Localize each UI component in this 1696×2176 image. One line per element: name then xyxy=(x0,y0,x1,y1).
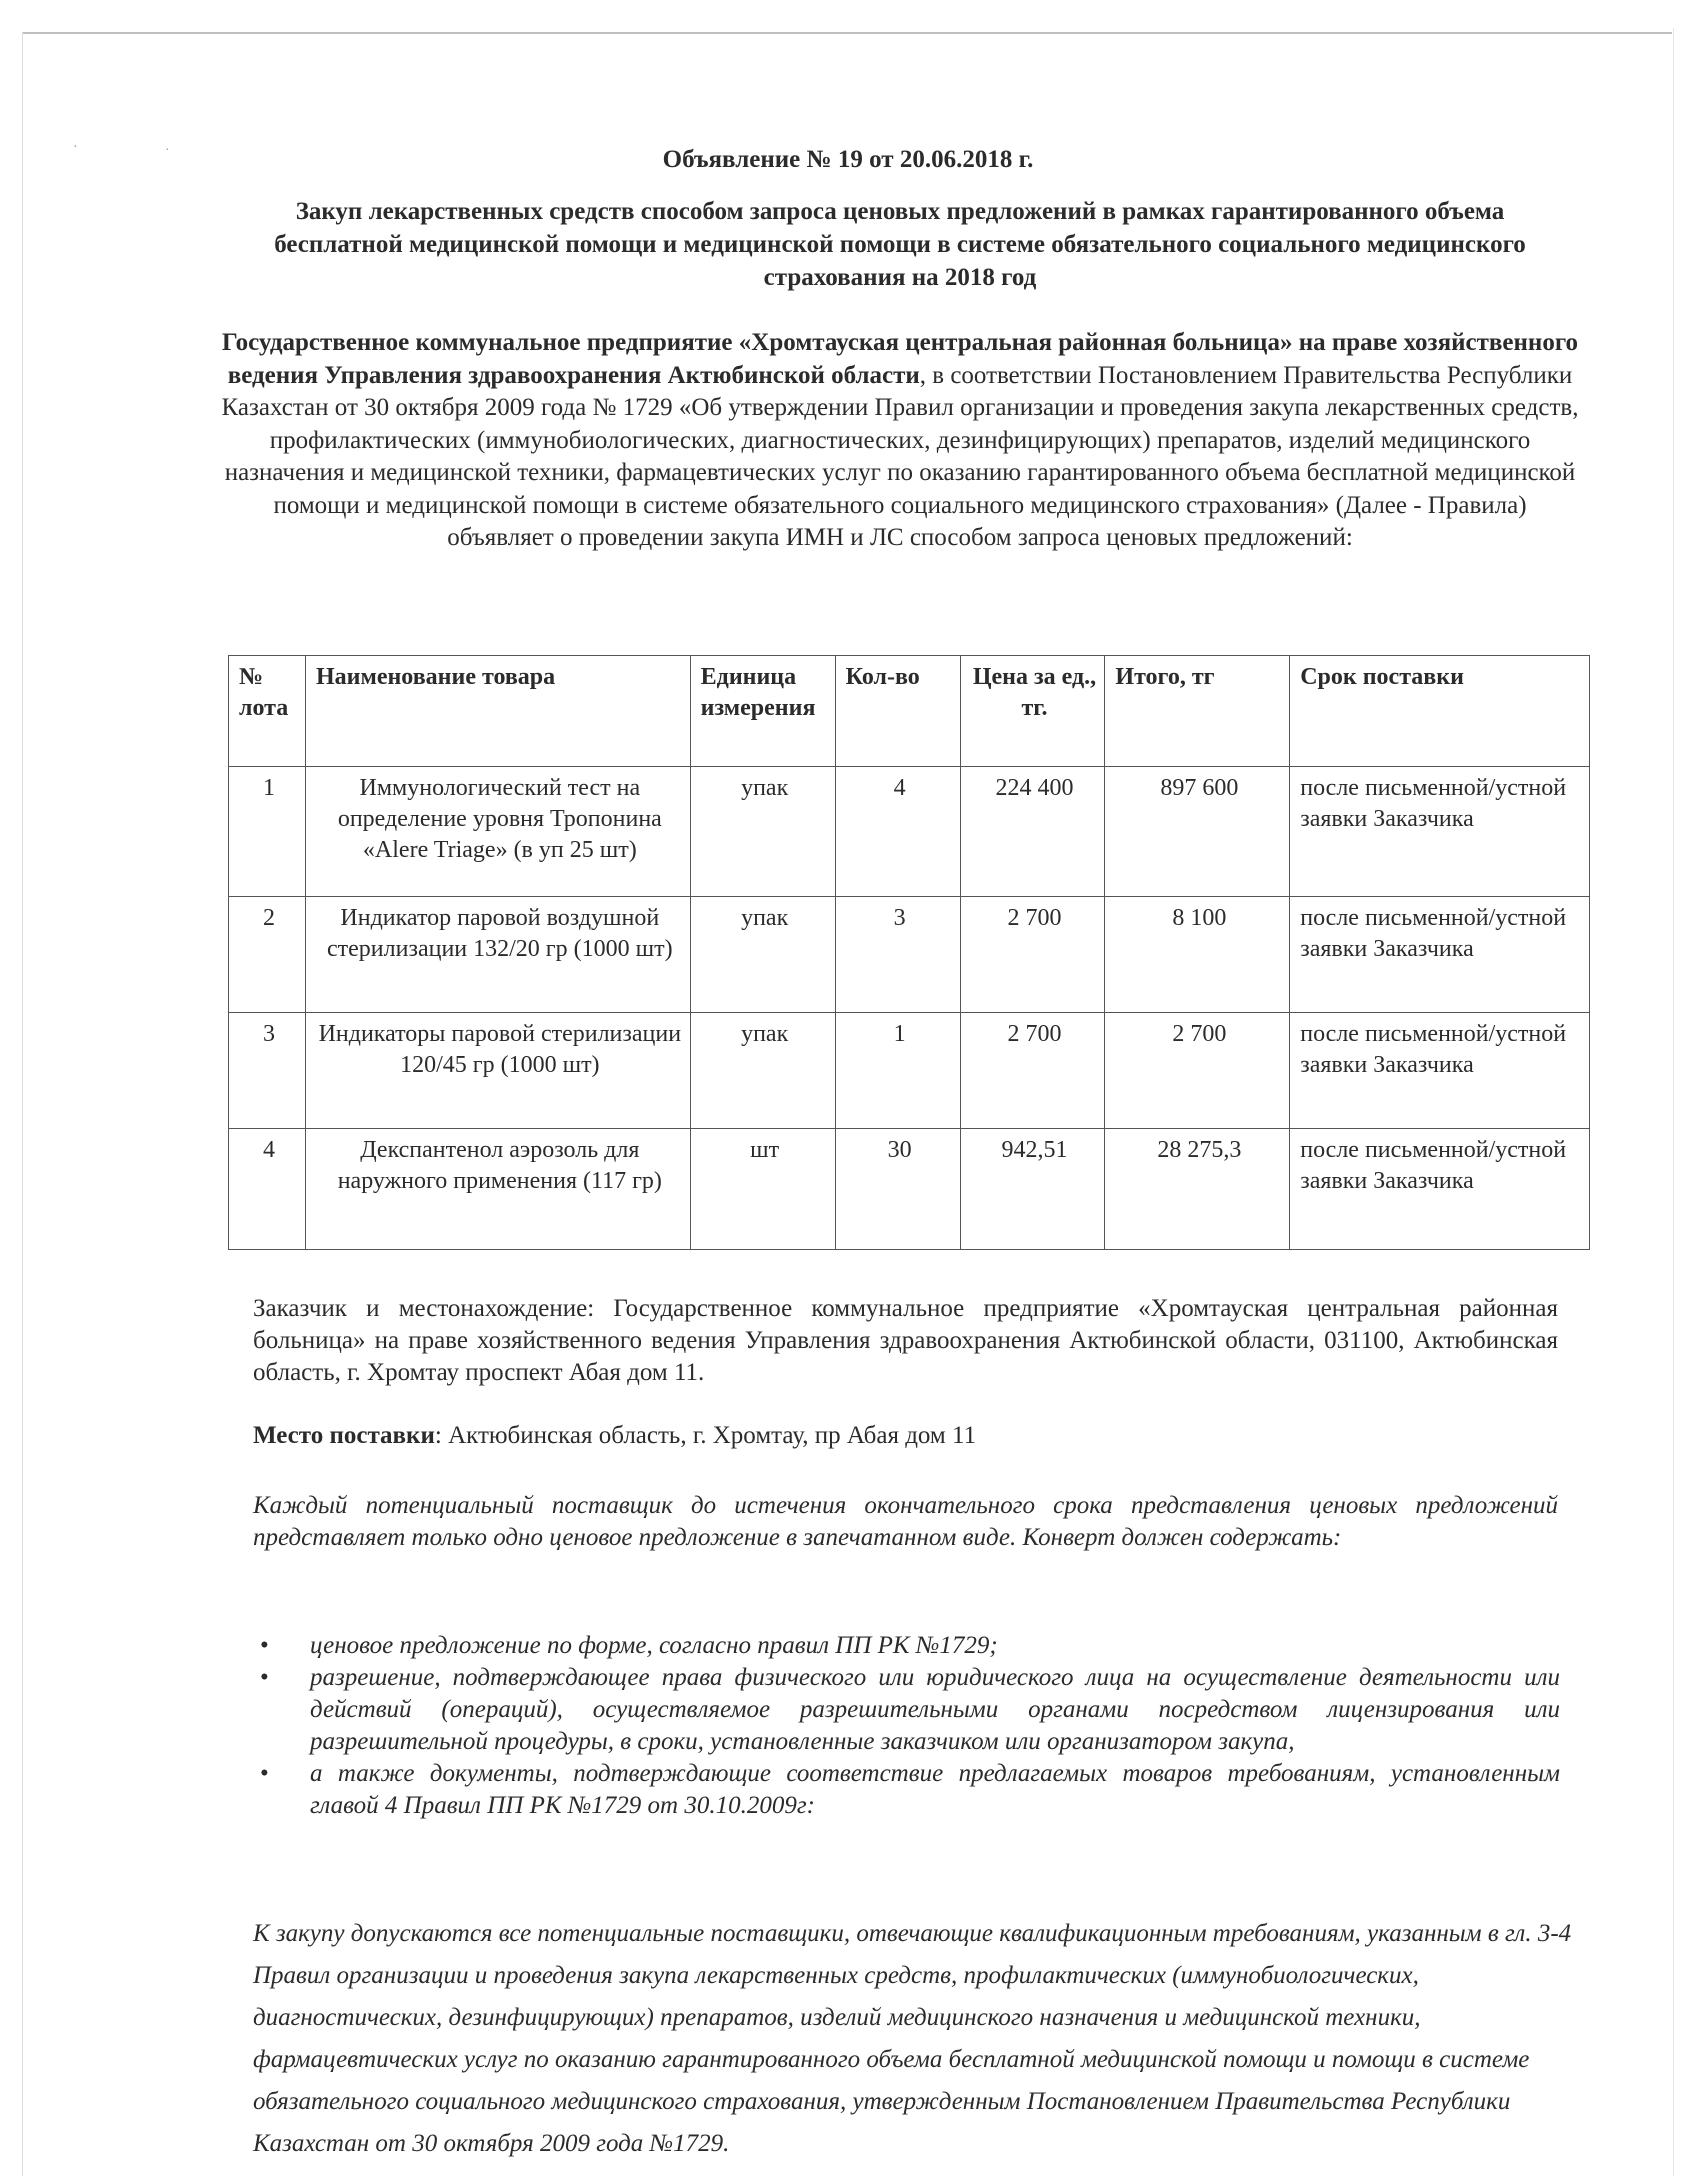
cell-total: 8 100 xyxy=(1105,897,1290,1013)
intro-text: , в соответствии Постановлением Правительства Республики Казахстан от 30 октября 2009 года № 1729 «Об утверждении Правил организации и проведения закупа лекарственных средств, профилактических (иммунобиологических, диагностических, дезинфицирующих) препаратов, изделий медицинского назначения и медицинской техники, фармацевтических услуг по оказанию гарантированного объема бесплатной медицинской помощи и медицинской помощи в системе обязательного социального медицинского страхования» (Далее - Правила) объявляет о проведении закупа ИМН и ЛС способом запроса ценовых предложений: xyxy=(221,361,1579,551)
lots-table xyxy=(228,655,1590,1250)
cell-total: 28 275,3 xyxy=(1105,1129,1290,1250)
scan-speck: · xyxy=(73,140,78,155)
cell-unit: упак xyxy=(690,1013,835,1129)
requirements-list xyxy=(260,1630,1560,1822)
cell-name: Декспантенол аэрозоль для наружного применения (117 гр) xyxy=(305,1129,690,1250)
cell-name: Иммунологический тест на определение уровня Тропонина «Alere Triage» (в уп 25 шт) xyxy=(305,767,690,897)
announcement-subtitle: Закуп лекарственных средств способом запроса ценовых предложений в рамках гарантированного объема бесплатной медицинской помощи и медицинской помощи в системе обязательного социального медицинского страхования на 2018 год xyxy=(274,198,1526,291)
cell-price: 2 700 xyxy=(960,897,1105,1013)
cell-qty: 1 xyxy=(835,1013,960,1129)
scan-page-edge-top xyxy=(22,32,1672,34)
announcement-title: Объявление № 19 от 20.06.2018 г. xyxy=(662,146,1034,173)
cell-term: после письменной/устной заявки Заказчика xyxy=(1290,767,1590,897)
bullet-icon: • xyxy=(260,1632,269,1659)
table-row xyxy=(229,1129,1590,1250)
cell-price: 2 700 xyxy=(960,1013,1105,1129)
intro-organization: Государственное коммунальное предприятие «Хромтауская центральная районная больница» на праве хозяйственного ведения Управления здравоохранения Актюбинской области xyxy=(221,329,1579,389)
scan-speck: · xyxy=(165,143,170,158)
cell-term: после письменной/устной заявки Заказчика xyxy=(1290,1013,1590,1129)
delivery-place-value: : Актюбинская область, г. Хромтау, пр Абая дом 11 xyxy=(434,1422,977,1449)
table-row xyxy=(229,897,1590,1013)
intro-paragraph xyxy=(220,327,1580,555)
requirement-text: а также документы, подтверждающие соответствие предлагаемых товаров требованиям, установленным главой 4 Правил ПП РК №1729 от 30.10.2009г: xyxy=(310,1760,1560,1819)
cell-lot: 1 xyxy=(229,767,306,897)
cell-term: после письменной/устной заявки Заказчика xyxy=(1290,1129,1590,1250)
delivery-place xyxy=(253,1420,1558,1452)
header-term: Срок поставки xyxy=(1290,656,1590,767)
cell-lot: 2 xyxy=(229,897,306,1013)
cell-total: 2 700 xyxy=(1105,1013,1290,1129)
header-name: Наименование товара xyxy=(305,656,690,767)
cell-unit: упак xyxy=(690,767,835,897)
requirement-text: разрешение, подтверждающее права физического или юридического лица на осуществление деятельности или действий (операций), осуществляемое разрешительными органами посредством лицензирования или разрешительной процедуры, в сроки, установленные заказчиком или организатором закупа, xyxy=(310,1664,1560,1755)
cell-unit: упак xyxy=(690,897,835,1013)
list-item xyxy=(260,1758,1560,1822)
list-item xyxy=(260,1630,1560,1662)
cell-term: после письменной/устной заявки Заказчика xyxy=(1290,897,1590,1013)
requirement-text: ценовое предложение по форме, согласно правил ПП РК №1729; xyxy=(310,1632,998,1659)
bullet-icon: • xyxy=(260,1760,269,1787)
scan-page-edge-right xyxy=(1673,28,1674,2176)
header-lot: № лота xyxy=(229,656,306,767)
envelope-paragraph: Каждый потенциальный поставщик до истечения окончательного срока представления ценовых предложений представляет только одно ценовое предложение в запечатанном виде. Конверт должен содержать: xyxy=(253,1492,1558,1551)
cell-name: Индикатор паровой воздушной стерилизации 132/20 гр (1000 шт) xyxy=(305,897,690,1013)
cell-qty: 3 xyxy=(835,897,960,1013)
cell-lot: 4 xyxy=(229,1129,306,1250)
cell-price: 942,51 xyxy=(960,1129,1105,1250)
cell-unit: шт xyxy=(690,1129,835,1250)
customer-paragraph: Заказчик и местонахождение: Государственное коммунальное предприятие «Хромтауская центральная районная больница» на праве хозяйственного ведения Управления здравоохранения Актюбинской области, 031100, Актюбинская область, г. Хромтау проспект Абая дом 11. xyxy=(253,1295,1558,1386)
cell-total: 897 600 xyxy=(1105,767,1290,897)
header-price: Цена за ед., тг. xyxy=(960,656,1105,767)
table-row xyxy=(229,767,1590,897)
delivery-place-label: Место поставки xyxy=(253,1422,435,1449)
list-item xyxy=(260,1662,1560,1758)
header-qty: Кол-во xyxy=(835,656,960,767)
table-row xyxy=(229,1013,1590,1129)
cell-name: Индикаторы паровой стерилизации 120/45 гр (1000 шт) xyxy=(305,1013,690,1129)
scan-page-edge-left xyxy=(22,32,23,2176)
cell-lot: 3 xyxy=(229,1013,306,1129)
admission-paragraph: К закупу допускаются все потенциальные поставщики, отвечающие квалификационным требованиям, указанным в гл. 3-4 Правил организации и проведения закупа лекарственных средств, профилактических (иммунобиологических, диагностических, дезинфицирующих) препаратов, изделий медицинского назначения и медицинской техники, фармацевтических услуг по оказанию гарантированного объема бесплатной медицинской помощи и помощи в системе обязательного социального медицинского страхования, утвержденным Постановлением Правительства Республики Казахстан от 30 октября 2009 года №1729. xyxy=(253,1920,1572,2157)
bullet-icon: • xyxy=(260,1664,269,1691)
cell-price: 224 400 xyxy=(960,767,1105,897)
table-header-row xyxy=(229,656,1590,767)
header-total: Итого, тг xyxy=(1105,656,1290,767)
cell-qty: 30 xyxy=(835,1129,960,1250)
cell-qty: 4 xyxy=(835,767,960,897)
header-unit: Единица измерения xyxy=(690,656,835,767)
